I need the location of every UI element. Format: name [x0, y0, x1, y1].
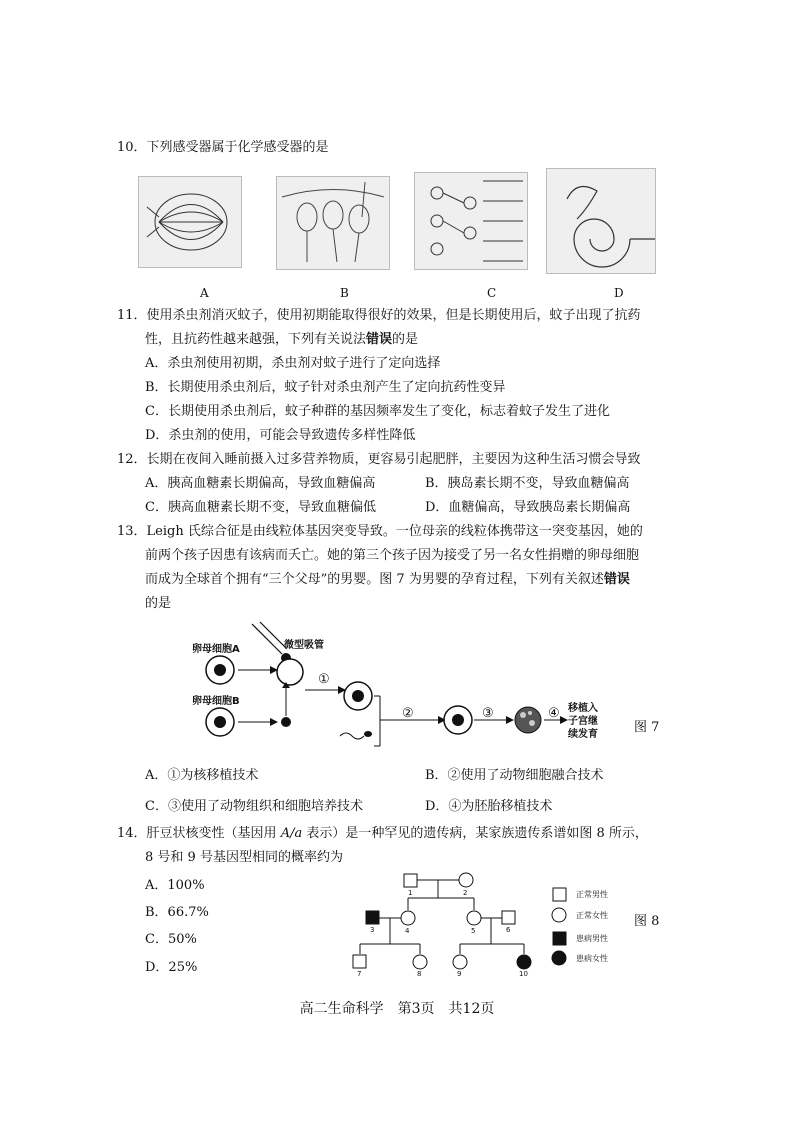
figure-7-caption: 图 7: [634, 720, 660, 735]
q13-option-a: A．①为核移植技术: [145, 768, 259, 783]
receptor-image-b: [276, 176, 390, 270]
q12-line1: 12．长期在夜间入睡前摄入过多营养物质，更容易引起肥胖，主要因为这种生活习惯会导致: [117, 452, 641, 467]
q11-option-b: B．长期使用杀虫剂后，蚊子针对杀虫剂产生了定向抗药性变异: [145, 380, 506, 395]
q11-option-d: D．杀虫剂的使用，可能会导致遗传多样性降低: [145, 428, 416, 443]
transplant-label: 移植入 子宫继 续发育: [568, 703, 598, 740]
image-d-label: D: [614, 286, 624, 300]
pedigree-num-2: 2: [463, 889, 468, 897]
q13-line2: 前两个孩子因患有该病而夭亡。她的第三个孩子因为接受了另一名女性捐赠的卵母细胞: [145, 548, 640, 563]
figure-8-caption: 图 8: [634, 914, 660, 929]
q14-option-c: C．50%: [145, 932, 197, 947]
q14-option-a: A．100%: [145, 878, 205, 893]
q12-option-b: B．胰岛素长期不变，导致血糖偏高: [425, 476, 630, 491]
q13-line3: 而成为全球首个拥有“三个父母”的男婴。图 7 为男婴的孕育过程，下列有关叙述错误: [145, 572, 630, 587]
q11-line2: 性，且抗药性越来越强，下列有关说法错误的是: [145, 332, 419, 347]
pedigree-num-8: 8: [417, 970, 422, 978]
cell-a-label: 卵母细胞A: [192, 644, 240, 655]
q11-option-a: A．杀虫剂使用初期，杀虫剂对蚊子进行了定向选择: [145, 356, 441, 371]
legend-normal-female: 正常女性: [576, 911, 608, 920]
q14-line2: 8 号和 9 号基因型相同的概率约为: [145, 850, 343, 865]
legend-affected-male: 患病男性: [576, 934, 608, 943]
legend-normal-male: 正常男性: [576, 890, 608, 899]
q12-option-c: C．胰高血糖素长期不变，导致血糖偏低: [145, 500, 376, 515]
step-2-label: ②: [402, 706, 414, 721]
image-c-label: C: [487, 286, 497, 300]
image-b-label: B: [340, 286, 349, 300]
figure-7: [190, 620, 660, 760]
q13-option-c: C．③使用了动物组织和细胞培养技术: [145, 799, 363, 814]
pedigree-num-7: 7: [357, 970, 362, 978]
q11-option-c: C．长期使用杀虫剂后，蚊子种群的基因频率发生了变化，标志着蚊子发生了进化: [145, 404, 610, 419]
pedigree-num-6: 6: [506, 926, 511, 934]
pedigree-num-9: 9: [457, 970, 462, 978]
q10-stem: 10．下列感受器属于化学感受器的是: [117, 140, 329, 155]
cell-b-label: 卵母细胞B: [192, 696, 240, 707]
q13-line1: 13．Leigh 氏综合征是由线粒体基因突变导致。一位母亲的线粒体携带这一突变基因，她的: [117, 524, 643, 539]
q13-line4: 的是: [145, 596, 172, 611]
q12-option-a: A．胰高血糖素长期偏高，导致血糖偏高: [145, 476, 376, 491]
receptor-image-c: [414, 172, 528, 270]
pedigree-num-5: 5: [471, 927, 476, 935]
q14-line1: 14．肝豆状核变性（基因用 A/a 表示）是一种罕见的遗传病，某家族遗传系谱如图 8 所示，: [117, 826, 648, 841]
pedigree-num-3: 3: [370, 926, 375, 934]
receptor-image-d: [546, 168, 656, 274]
pedigree-num-1: 1: [408, 889, 413, 897]
q11-line1: 11．使用杀虫剂消灭蚊子，使用初期能取得很好的效果，但是长期使用后，蚊子出现了抗药: [117, 308, 641, 323]
step-1-label: ①: [318, 672, 330, 687]
q14-option-d: D．25%: [145, 960, 198, 975]
figure-8-pedigree: [350, 866, 670, 981]
q14-option-b: B．66.7%: [145, 905, 209, 920]
page-footer: 高二生命科学 第3页 共12页: [299, 1001, 495, 1017]
legend-affected-female: 患病女性: [576, 954, 608, 963]
q13-option-d: D．④为胚胎移植技术: [425, 799, 553, 814]
pipette-label: 微型吸管: [284, 640, 324, 651]
pedigree-num-10: 10: [519, 970, 528, 978]
image-a-label: A: [200, 286, 209, 300]
pedigree-num-4: 4: [405, 927, 410, 935]
q12-option-d: D．血糖偏高，导致胰岛素长期偏高: [425, 500, 631, 515]
receptor-image-a: [138, 176, 242, 268]
step-3-label: ③: [482, 706, 494, 721]
q13-option-b: B．②使用了动物细胞融合技术: [425, 768, 604, 783]
step-4-label: ④: [548, 706, 560, 721]
